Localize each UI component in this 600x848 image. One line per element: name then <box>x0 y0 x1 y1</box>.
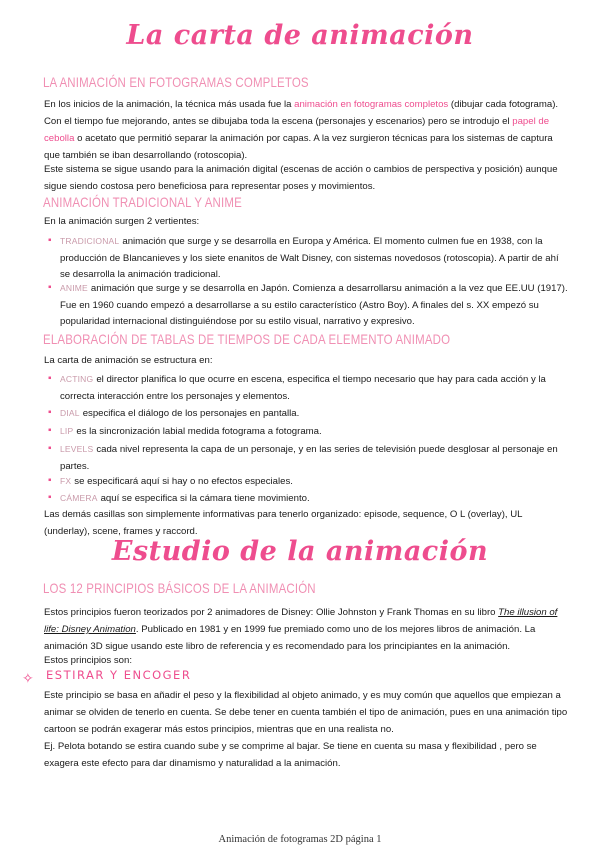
paragraph-digital-use: Este sistema se sigue usando para la animación digital (escenas de acción o cambios de perspectiva y posición) aunque sigue siendo costosa pero beneficiosa para representar poses y movimientos. <box>44 164 558 192</box>
bullet-icon: ▪ <box>48 425 52 436</box>
bullet-icon: ▪ <box>48 373 52 384</box>
list-item <box>48 233 570 284</box>
list-item <box>48 473 570 491</box>
paragraph-two-branches: En la animación surgen 2 vertientes: <box>44 216 200 227</box>
list-item-text: cada nivel representa la capa de un personaje, y en las series de televisión puede desglosar al personaje en partes. <box>60 444 558 472</box>
list-item-tag: ACTING <box>60 374 94 384</box>
highlight-full-frame-animation: animación en fotogramas completos <box>294 99 449 110</box>
list-item <box>48 441 570 475</box>
list-item-tag: CÁMERA <box>60 493 98 503</box>
list-item <box>48 490 570 508</box>
list-item-tag: FX <box>60 476 72 486</box>
list-item-text: el director planifica lo que ocurre en escena, especifica el tiempo necesario que hay para cada acción y la correcta interacción entre los personajes y elementos. <box>60 374 546 402</box>
bullet-icon: ▪ <box>48 475 52 486</box>
section-heading-traditional-anime: ANIMACIÓN TRADICIONAL Y ANIME <box>43 194 242 210</box>
section-heading-full-frames: LA ANIMACIÓN EN FOTOGRAMAS COMPLETOS <box>43 74 309 90</box>
list-item <box>48 371 570 405</box>
page-footer: Animación de fotogramas 2D página 1 <box>218 834 382 845</box>
list-item-tag: DIAL <box>60 408 80 418</box>
list-item-tag: LIP <box>60 426 74 436</box>
bullet-icon: ▪ <box>48 492 52 503</box>
paragraph-structure-intro: La carta de animación se estructura en: <box>44 355 213 366</box>
list-item-text: se especificará aquí si hay o no efectos especiales. <box>74 476 293 487</box>
list-item-text: animación que surge y se desarrolla en Europa y América. El momento culmen fue en 1938, con la producción de Blancanieves y los siete enanitos de Walt Disney, con sistemas novedosos (rotoscopia). A partir de ahí se desarrolla la animación tradicional. <box>60 236 559 280</box>
list-item-text: especifica el diálogo de los personajes en pantalla. <box>82 408 300 419</box>
sparkle-icon: ✧ <box>22 670 34 686</box>
paragraph-principles-list-intro: Estos principios son: <box>44 655 132 666</box>
page-title: La carta de animación <box>126 20 474 51</box>
highlight-onion-paper: papel de cebolla <box>44 116 550 144</box>
list-item-text: es la sincronización labial medida fotograma a fotograma. <box>76 426 322 437</box>
principle-heading-squash-stretch: ESTIRAR Y ENCOGER <box>46 668 192 682</box>
bullet-icon: ▪ <box>48 407 52 418</box>
paragraph-principles-intro: Estos principios fueron teorizados por 2 animadores de Disney: Ollie Johnston y Frank Thomas en su libro The illusion of life: Disney Animation. Publicado en 1981 y en 1999 fue premiado como uno de los mejores libros de animación. La animación 3D sigue usando este libro de referencia y es recomendado para los principiantes en la animación. <box>44 607 558 652</box>
book-title: The illusion of life: Disney Animation <box>44 607 558 635</box>
list-item-tag: ANIME <box>60 283 88 293</box>
list-item-text: aquí se especifica si la cámara tiene movimiento. <box>100 493 310 504</box>
list-item-text: animación que surge y se desarrolla en Japón. Comienza a desarrollarsu animación a la vez que EE.UU (1917). Fue en 1960 cuando empezó a desarrollarse a su estilo característico (Astro Boy). A finales del s. XX empezó su popularidad internacional distinguiéndose por su estilo visual, narrativo y expresivo. <box>60 283 568 327</box>
bullet-icon: ▪ <box>48 235 52 246</box>
paragraph-ball-example: Ej. Pelota botando se estira cuando sube y se comprime al bajar. Se tiene en cuenta su masa y flexibilidad , pero se exagera este efecto para dar dinamismo y naturalidad a la animación. <box>44 741 537 769</box>
list-item <box>48 280 570 331</box>
bullet-icon: ▪ <box>48 282 52 293</box>
section-title-study: Estudio de la animación <box>111 536 489 567</box>
list-item-tag: LEVELS <box>60 444 94 454</box>
paragraph-other-fields: Las demás casillas son simplemente informativas para tenerlo organizado: episode, sequence, O L (overlay), UL (underlay), scene, frames y raccord. <box>44 509 523 537</box>
paragraph-full-frames: En los inicios de la animación, la técnica más usada fue la animación en fotogramas completos (dibujar cada fotograma). Con el tiempo fue mejorando, antes se dibujaba toda la escena (personajes y escenarios) pero se introdujo el papel de cebolla o acetato que permitió separar la animación por capas. A la vez surgieron técnicas para los sistemas de captura que también se iban desarrollando (rotoscopia). <box>44 99 559 161</box>
list-item-tag: TRADICIONAL <box>60 236 120 246</box>
list-item <box>48 423 570 441</box>
list-item <box>48 405 570 423</box>
bullet-icon: ▪ <box>48 443 52 454</box>
section-heading-12-principles: LOS 12 PRINCIPIOS BÁSICOS DE LA ANIMACIÓN <box>43 580 316 596</box>
paragraph-squash-stretch: Este principio se basa en añadir el peso y la flexibilidad al objeto animado, y es muy común que aquellos que empiezan a animar se olviden de tenerlo en cuenta. Se debe tener en cuenta también el tipo de animación, pues en una animación tipo cartoon se podrán exagerar más estos principios, mientras que en una realista no. <box>44 690 568 735</box>
section-heading-timing-tables: ELABORACIÓN DE TABLAS DE TIEMPOS DE CADA ELEMENTO ANIMADO <box>43 331 451 347</box>
